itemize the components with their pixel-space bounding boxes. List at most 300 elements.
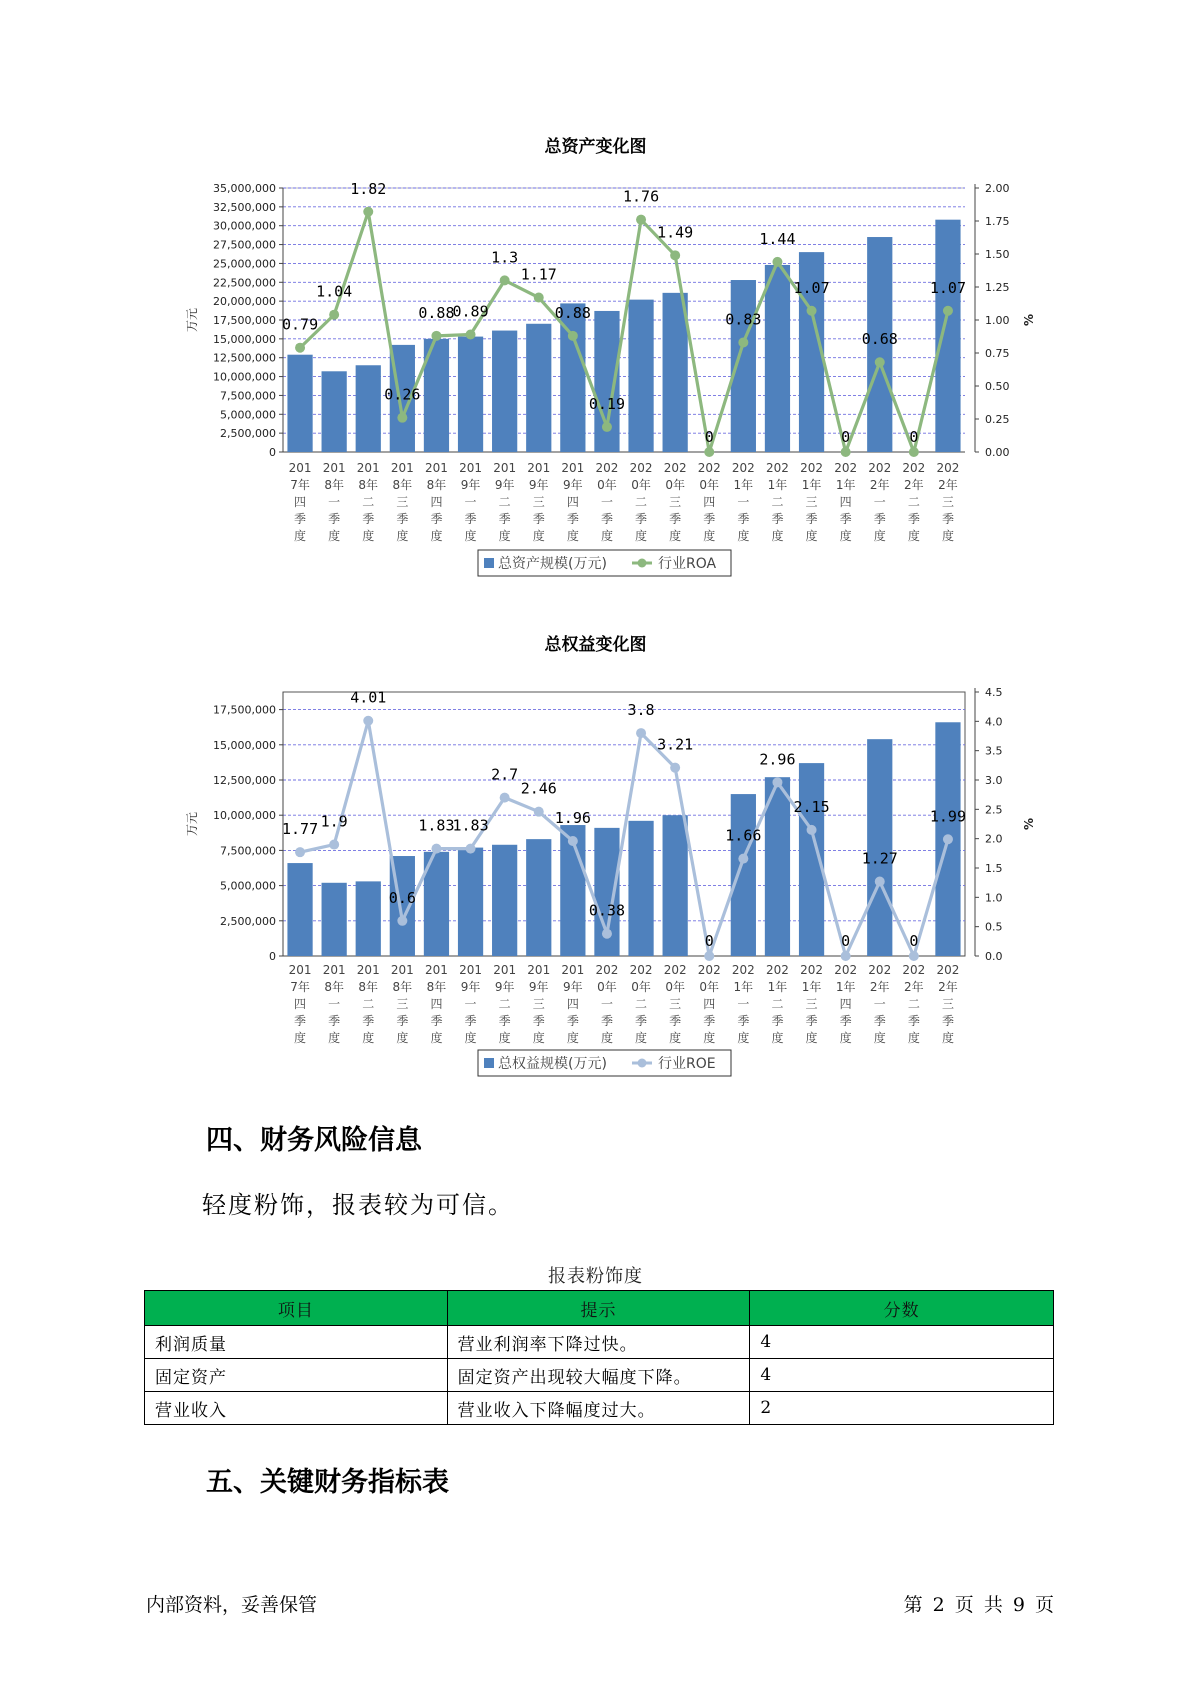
x-tick-label: 季: [635, 1014, 648, 1028]
table-cell: 营业利润率下降过快。: [447, 1326, 750, 1359]
data-point: [670, 250, 680, 260]
y-tick-label: 17,500,000: [213, 703, 276, 717]
data-label: 0.68: [861, 330, 898, 349]
data-point: [772, 777, 782, 787]
y-tick-label: 12,500,000: [213, 774, 276, 787]
x-tick-label: 度: [941, 529, 954, 543]
x-tick-label: 0年: [699, 980, 720, 994]
data-label: 4.01: [350, 688, 387, 707]
risk-table-header-item: 项目: [145, 1291, 448, 1326]
x-tick-label: 度: [635, 1031, 648, 1045]
data-label: 1.9: [320, 812, 348, 831]
y2-tick-label: 1.0: [985, 891, 1003, 905]
data-label: 3.21: [657, 735, 694, 754]
x-tick-label: 1年: [835, 478, 856, 492]
y-tick-label: 0: [269, 446, 276, 459]
bar: [356, 881, 381, 956]
x-tick-label: 三: [396, 997, 409, 1011]
x-tick-label: 四: [703, 997, 716, 1011]
x-tick-label: 季: [566, 512, 579, 526]
x-tick-label: 202: [936, 963, 960, 977]
data-point: [295, 847, 305, 857]
data-label: 0: [841, 428, 851, 446]
x-tick-label: 201: [424, 963, 448, 977]
data-point: [636, 728, 646, 738]
x-tick-label: 二: [635, 495, 648, 509]
x-tick-label: 季: [430, 512, 443, 526]
x-tick-label: 9年: [494, 980, 515, 994]
x-tick-label: 1年: [767, 478, 788, 492]
x-tick-label: 度: [737, 1031, 750, 1045]
x-tick-label: 二: [635, 997, 648, 1011]
data-point: [534, 807, 544, 817]
y2-tick-label: 2.5: [985, 803, 1003, 817]
data-label: 2.96: [759, 750, 796, 769]
x-tick-label: 0年: [597, 478, 617, 492]
x-tick-label: 度: [566, 1031, 579, 1045]
y-tick-label: 2,500,000: [220, 427, 276, 441]
data-point: [568, 331, 578, 341]
x-tick-label: 度: [703, 1031, 716, 1045]
legend-label-bars: 总资产规模(万元): [498, 556, 607, 572]
x-tick-label: 度: [362, 529, 375, 543]
footer-confidential-note: 内部资料，妥善保管: [146, 1594, 318, 1616]
x-tick-label: 202: [595, 461, 619, 475]
x-tick-label: 201: [561, 461, 585, 475]
data-label: 3.8: [627, 701, 655, 720]
x-tick-label: 201: [356, 963, 380, 977]
y-tick-label: 15,000,000: [213, 738, 276, 752]
x-tick-label: 度: [566, 529, 579, 543]
x-tick-label: 0年: [597, 980, 617, 994]
y2-tick-label: 1.00: [985, 314, 1010, 327]
x-tick-label: 1年: [801, 478, 822, 492]
x-tick-label: 季: [396, 512, 409, 526]
bar: [526, 839, 551, 956]
y-tick-label: 7,500,000: [220, 844, 276, 858]
x-tick-label: 度: [532, 1031, 545, 1045]
x-tick-label: 2年: [938, 478, 958, 492]
x-tick-label: 季: [839, 1014, 852, 1028]
x-tick-label: 二: [498, 495, 511, 509]
x-tick-label: 度: [907, 1031, 920, 1045]
data-point: [909, 951, 919, 961]
y-tick-label: 22,500,000: [213, 276, 276, 290]
x-tick-label: 201: [288, 461, 312, 475]
x-tick-label: 季: [362, 512, 375, 526]
data-point: [704, 447, 714, 457]
x-tick-label: 7年: [290, 478, 310, 492]
x-tick-label: 202: [800, 963, 824, 977]
x-tick-label: 三: [941, 997, 954, 1011]
x-tick-label: 三: [396, 495, 409, 509]
x-tick-label: 季: [839, 512, 852, 526]
x-tick-label: 9年: [460, 980, 481, 994]
table-cell: 4: [750, 1359, 1054, 1392]
x-tick-label: 度: [669, 529, 682, 543]
y2-tick-label: 0.0: [985, 950, 1003, 963]
x-tick-label: 二: [771, 495, 784, 509]
x-tick-label: 季: [498, 1014, 511, 1028]
x-tick-label: 季: [737, 512, 750, 526]
y2-tick-label: 2.0: [985, 832, 1003, 846]
legend-swatch-bars: [484, 558, 494, 568]
data-point: [943, 834, 953, 844]
x-tick-label: 9年: [563, 478, 583, 492]
y-tick-label: 10,000,000: [213, 370, 276, 384]
data-point: [397, 916, 407, 926]
x-tick-label: 202: [902, 461, 926, 475]
data-point: [670, 763, 680, 773]
x-tick-label: 季: [464, 512, 477, 526]
data-point: [329, 840, 339, 850]
x-tick-label: 度: [396, 529, 409, 543]
x-tick-label: 季: [635, 512, 648, 526]
data-label: 0.79: [281, 315, 319, 334]
x-tick-label: 度: [464, 1031, 477, 1045]
legend-swatch-marker: [638, 559, 647, 568]
x-tick-label: 202: [697, 963, 721, 977]
data-label: 0.26: [384, 385, 421, 404]
x-tick-label: 一: [737, 495, 750, 509]
data-point: [909, 447, 919, 457]
x-tick-label: 一: [737, 997, 750, 1011]
y2-tick-label: 0.50: [985, 380, 1010, 393]
x-tick-label: 202: [902, 963, 926, 977]
x-tick-label: 度: [635, 529, 648, 543]
x-tick-label: 201: [390, 963, 414, 977]
x-tick-label: 202: [595, 963, 619, 977]
x-tick-label: 季: [600, 1014, 613, 1028]
x-tick-label: 0年: [699, 478, 720, 492]
x-tick-label: 度: [669, 1031, 682, 1045]
x-tick-label: 202: [765, 461, 789, 475]
x-tick-label: 9年: [460, 478, 481, 492]
x-tick-label: 二: [498, 997, 511, 1011]
y-tick-label: 17,500,000: [213, 314, 276, 327]
x-tick-label: 8年: [324, 478, 344, 492]
bar: [731, 794, 756, 956]
x-tick-label: 度: [703, 529, 716, 543]
y-tick-label: 27,500,000: [213, 238, 276, 252]
x-tick-label: 度: [805, 529, 818, 543]
y-tick-label: 15,000,000: [213, 332, 276, 346]
x-tick-label: 度: [362, 1031, 375, 1045]
x-tick-label: 8年: [358, 980, 379, 994]
data-point: [875, 876, 885, 886]
y2-axis-label: %: [1022, 313, 1036, 327]
x-tick-label: 度: [498, 1031, 511, 1045]
x-tick-label: 季: [600, 512, 613, 526]
x-tick-label: 四: [430, 495, 443, 509]
table-row: [145, 1392, 1054, 1425]
data-label: 1.17: [520, 265, 557, 284]
data-point: [363, 207, 373, 217]
legend-label-line: 行业ROE: [658, 1056, 716, 1072]
x-tick-label: 2年: [869, 980, 890, 994]
bar: [322, 371, 347, 452]
data-label: 0: [704, 932, 714, 950]
table-cell: 4: [750, 1326, 1054, 1359]
x-tick-label: 度: [328, 1031, 341, 1045]
x-tick-label: 度: [430, 529, 443, 543]
x-tick-label: 度: [873, 1031, 886, 1045]
x-tick-label: 201: [322, 461, 346, 475]
y2-tick-label: 1.75: [985, 215, 1010, 228]
x-tick-label: 一: [464, 495, 477, 509]
x-tick-label: 季: [703, 512, 716, 526]
legend-label-line: 行业ROA: [658, 556, 717, 572]
data-point: [704, 951, 714, 961]
x-tick-label: 度: [430, 1031, 443, 1045]
x-tick-label: 度: [294, 529, 307, 543]
y2-tick-label: 4.5: [985, 686, 1003, 699]
x-tick-label: 三: [805, 997, 818, 1011]
data-label: 1.99: [929, 807, 967, 826]
data-label: 0.38: [588, 901, 626, 920]
x-tick-label: 一: [600, 495, 613, 509]
x-tick-label: 季: [771, 1014, 784, 1028]
data-label: 1.3: [491, 248, 519, 267]
x-tick-label: 2年: [904, 478, 924, 492]
x-tick-label: 1年: [835, 980, 856, 994]
data-point: [841, 447, 851, 457]
x-tick-label: 202: [936, 461, 960, 475]
x-tick-label: 0年: [665, 980, 685, 994]
x-tick-label: 季: [294, 512, 307, 526]
y2-tick-label: 0.75: [985, 347, 1010, 360]
y2-tick-label: 0.25: [985, 413, 1010, 426]
total-equity-chart: [0, 660, 1191, 1100]
x-tick-label: 二: [362, 997, 375, 1011]
data-label: 0: [841, 932, 851, 950]
x-tick-label: 季: [328, 1014, 341, 1028]
y-tick-label: 20,000,000: [213, 295, 276, 309]
x-tick-label: 季: [430, 1014, 443, 1028]
bar: [492, 845, 517, 956]
x-tick-label: 8年: [392, 478, 413, 492]
x-tick-label: 201: [493, 963, 517, 977]
y2-tick-label: 2.00: [985, 182, 1010, 195]
x-tick-label: 度: [294, 1031, 307, 1045]
data-label: 2.46: [520, 779, 557, 798]
x-tick-label: 202: [663, 461, 687, 475]
x-tick-label: 202: [834, 963, 858, 977]
y2-tick-label: 1.5: [985, 862, 1003, 875]
table-cell: 营业收入: [145, 1392, 448, 1425]
x-tick-label: 度: [328, 529, 341, 543]
x-tick-label: 季: [532, 512, 545, 526]
y2-tick-label: 1.50: [985, 248, 1010, 261]
data-point: [636, 215, 646, 225]
footer-page-number: 第 2 页 共 9 页: [903, 1594, 1054, 1616]
risk-table: [144, 1290, 1054, 1425]
data-point: [534, 293, 544, 303]
risk-table-header-score: 分数: [750, 1291, 1054, 1326]
data-point: [772, 257, 782, 267]
x-tick-label: 202: [834, 461, 858, 475]
data-point: [602, 422, 612, 432]
data-label: 0.88: [418, 303, 455, 322]
x-tick-label: 201: [288, 963, 312, 977]
data-label: 1.83: [452, 816, 489, 835]
x-tick-label: 四: [839, 495, 852, 509]
table-cell: 2: [750, 1392, 1054, 1425]
x-tick-label: 0年: [631, 478, 651, 492]
bar: [492, 331, 517, 452]
y-axis-label: 万元: [185, 307, 199, 333]
x-tick-label: 9年: [563, 980, 583, 994]
x-tick-label: 201: [493, 461, 517, 475]
data-point: [431, 844, 441, 854]
data-label: 2.15: [793, 797, 830, 816]
chart-title-total-equity: 总权益变化图: [544, 635, 647, 655]
y-tick-label: 25,000,000: [213, 257, 276, 271]
table-row: [145, 1359, 1054, 1392]
x-tick-label: 度: [941, 1031, 954, 1045]
y-tick-label: 2,500,000: [220, 914, 276, 928]
x-tick-label: 季: [907, 1014, 920, 1028]
bar: [287, 863, 312, 956]
bar: [322, 883, 347, 956]
bar: [663, 815, 688, 956]
legend-label-bars: 总权益规模(万元): [498, 1056, 607, 1072]
legend-swatch-bars: [484, 1058, 494, 1068]
y-tick-label: 0: [269, 950, 276, 963]
data-label: 0.19: [588, 394, 626, 413]
x-tick-label: 202: [663, 963, 687, 977]
x-tick-label: 季: [771, 512, 784, 526]
data-point: [329, 310, 339, 320]
x-tick-label: 202: [731, 461, 755, 475]
bar: [765, 265, 790, 452]
x-tick-label: 202: [868, 461, 892, 475]
data-label: 0: [909, 428, 919, 446]
x-tick-label: 201: [459, 461, 483, 475]
data-label: 1.44: [759, 229, 796, 248]
data-label: 1.76: [622, 187, 660, 206]
data-point: [363, 716, 373, 726]
x-tick-label: 三: [532, 997, 545, 1011]
data-point: [943, 306, 953, 316]
x-tick-label: 季: [703, 1014, 716, 1028]
x-tick-label: 三: [669, 495, 682, 509]
x-tick-label: 201: [459, 963, 483, 977]
y-axis-label: 万元: [185, 811, 199, 837]
x-tick-label: 季: [328, 512, 341, 526]
x-tick-label: 季: [805, 1014, 818, 1028]
x-tick-label: 9年: [528, 980, 549, 994]
bar: [867, 739, 892, 956]
x-tick-label: 季: [873, 1014, 886, 1028]
y-tick-label: 7,500,000: [220, 389, 276, 403]
x-tick-label: 8年: [358, 478, 379, 492]
x-tick-label: 一: [873, 495, 886, 509]
total-assets-chart: [0, 160, 1191, 600]
x-tick-label: 度: [600, 529, 613, 543]
y2-tick-label: 4.0: [985, 715, 1003, 729]
x-tick-label: 季: [907, 512, 920, 526]
legend: [478, 550, 731, 576]
data-label: 1.66: [725, 826, 762, 845]
x-tick-label: 三: [669, 997, 682, 1011]
x-tick-label: 度: [532, 529, 545, 543]
x-tick-label: 四: [839, 997, 852, 1011]
x-tick-label: 度: [839, 1031, 852, 1045]
bar: [458, 337, 483, 452]
chart-title-total-assets: 总资产变化图: [544, 137, 647, 157]
x-tick-label: 0年: [665, 478, 685, 492]
x-tick-label: 季: [396, 1014, 409, 1028]
data-point: [397, 413, 407, 423]
x-tick-label: 一: [328, 997, 341, 1011]
data-point: [466, 330, 476, 340]
x-tick-label: 201: [356, 461, 380, 475]
x-tick-label: 201: [322, 963, 346, 977]
x-tick-label: 1年: [767, 980, 788, 994]
x-tick-label: 度: [464, 529, 477, 543]
x-tick-label: 二: [907, 997, 920, 1011]
x-tick-label: 度: [805, 1031, 818, 1045]
x-tick-label: 四: [294, 997, 307, 1011]
x-tick-label: 度: [771, 529, 784, 543]
data-point: [738, 337, 748, 347]
y-tick-label: 12,500,000: [213, 351, 276, 365]
section-heading-risk: 四、财务风险信息: [206, 1125, 422, 1156]
x-tick-label: 季: [669, 512, 682, 526]
bar: [458, 848, 483, 956]
x-tick-label: 季: [873, 512, 886, 526]
x-tick-label: 201: [527, 963, 551, 977]
data-label: 1.77: [281, 820, 319, 839]
bar: [526, 324, 551, 452]
data-label: 1.27: [861, 849, 898, 868]
x-tick-label: 度: [771, 1031, 784, 1045]
data-label: 0.89: [452, 302, 489, 321]
x-tick-label: 2年: [938, 980, 958, 994]
y-tick-label: 10,000,000: [213, 809, 276, 823]
data-label: 1.07: [929, 278, 967, 297]
data-point: [738, 854, 748, 864]
data-label: 0.88: [554, 303, 591, 322]
x-tick-label: 季: [498, 512, 511, 526]
x-tick-label: 202: [800, 461, 824, 475]
x-tick-label: 度: [600, 1031, 613, 1045]
section-heading-key-metrics: 五、关键财务指标表: [206, 1467, 449, 1498]
risk-table-header-row: [145, 1291, 1054, 1326]
x-tick-label: 0年: [631, 980, 651, 994]
table-cell: 营业收入下降幅度过大。: [447, 1392, 750, 1425]
data-label: 0.83: [725, 310, 762, 329]
data-point: [875, 357, 885, 367]
x-tick-label: 201: [424, 461, 448, 475]
data-label: 1.96: [554, 809, 591, 828]
legend-swatch-marker: [638, 1059, 647, 1068]
x-tick-label: 1年: [733, 980, 754, 994]
x-tick-label: 度: [907, 529, 920, 543]
y2-tick-label: 0.00: [985, 446, 1010, 459]
x-tick-label: 8年: [324, 980, 344, 994]
risk-table-header-hint: 提示: [447, 1291, 750, 1326]
risk-table-caption: 报表粉饰度: [548, 1266, 643, 1287]
data-point: [431, 331, 441, 341]
x-tick-label: 202: [868, 963, 892, 977]
legend: [478, 1050, 731, 1076]
x-tick-label: 201: [527, 461, 551, 475]
x-tick-label: 四: [566, 997, 579, 1011]
x-tick-label: 201: [390, 461, 414, 475]
y-tick-label: 5,000,000: [220, 408, 276, 422]
